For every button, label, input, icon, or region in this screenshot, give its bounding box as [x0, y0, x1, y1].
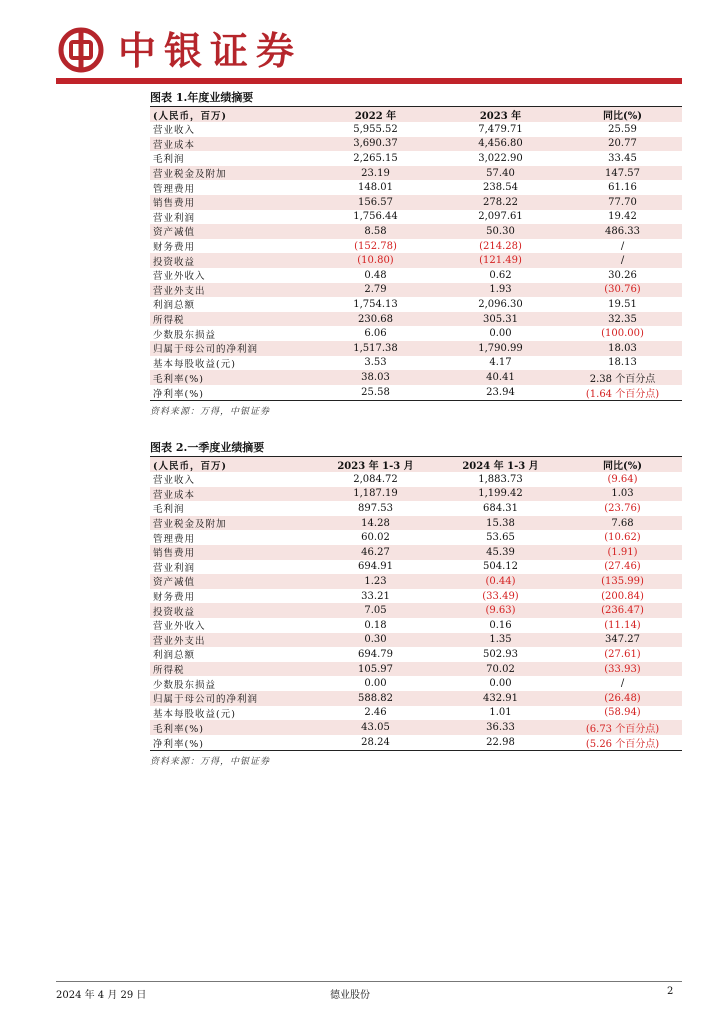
cell-col-b: 7,479.71: [478, 123, 523, 135]
quarterly-summary-table: [150, 457, 682, 750]
table-row: [150, 210, 682, 225]
table-row: [150, 720, 682, 735]
brand-name: 中银证券: [118, 28, 303, 73]
cell-col-c: 18.13: [608, 357, 637, 369]
table-row: [150, 385, 682, 400]
row-label: 少数股东损益: [153, 679, 217, 691]
cell-col-c: (26.48): [563, 691, 682, 706]
table-row: [150, 603, 682, 618]
cell-col-a: 38.03: [313, 370, 438, 385]
cell-col-c: (100.00): [601, 328, 644, 340]
cell-col-b: 23.94: [486, 387, 515, 399]
row-label: 管理费用: [153, 533, 196, 545]
cell-col-c: 147.57: [563, 166, 682, 181]
row-label: 营业外支出: [150, 633, 313, 648]
cell-col-a: 230.68: [313, 312, 438, 327]
table-row: [150, 618, 682, 633]
table-row: [150, 180, 682, 195]
cell-col-a: 156.57: [313, 195, 438, 210]
table-row: [150, 706, 682, 721]
cell-col-b: 53.65: [486, 532, 515, 544]
cell-col-c: 30.26: [608, 269, 637, 281]
row-label: 利润总额: [153, 300, 196, 312]
cell-col-c: /: [563, 253, 682, 268]
header-unit: (人民币，百万): [150, 457, 313, 472]
row-label: 归属于母公司的净利润: [150, 691, 313, 706]
row-label: 净利率(%): [153, 738, 204, 750]
row-label: 营业外收入: [153, 621, 206, 633]
cell-col-a: 3.53: [364, 357, 387, 369]
cell-col-b: (33.49): [482, 590, 519, 602]
row-label: 营业利润: [153, 562, 196, 574]
row-label: 营业税金及附加: [150, 166, 313, 181]
cell-col-a: 694.91: [358, 561, 393, 573]
cell-col-b: 2,097.61: [478, 211, 523, 223]
table-row: [150, 647, 682, 662]
row-label: 基本每股收益(元): [153, 358, 236, 370]
table-row: [150, 530, 682, 545]
cell-col-c: (27.61): [604, 648, 641, 660]
cell-col-a: 1,187.19: [313, 487, 438, 502]
table-row: [150, 676, 682, 691]
header-col-a: 2023 年 1-3 月: [313, 457, 438, 472]
cell-col-a: 28.24: [361, 737, 390, 749]
table-row: [150, 574, 682, 589]
cell-col-c: /: [620, 678, 625, 690]
cell-col-c: (5.26 个百分点): [585, 739, 660, 751]
footer-date: 2024 年 4 月 29 日: [56, 990, 147, 1001]
cell-col-c: (200.84): [601, 590, 644, 602]
cell-col-b: 0.16: [489, 619, 512, 631]
cell-col-b: (9.63): [438, 603, 563, 618]
cell-col-a: 694.79: [358, 648, 393, 660]
row-label: 投资收益: [150, 603, 313, 618]
row-label: 资产减值: [150, 224, 313, 239]
cell-col-a: 3,690.37: [313, 137, 438, 152]
cell-col-b: 3,022.90: [478, 152, 523, 164]
row-label: 所得税: [150, 312, 313, 327]
cell-col-a: 148.01: [358, 182, 393, 194]
cell-col-a: 46.27: [313, 545, 438, 560]
row-label: 利润总额: [153, 650, 196, 662]
cell-col-b: 57.40: [438, 166, 563, 181]
table-row: [150, 253, 682, 268]
cell-col-c: 347.27: [563, 633, 682, 648]
row-label: 管理费用: [153, 183, 196, 195]
cell-col-c: 77.70: [563, 195, 682, 210]
table-row: [150, 545, 682, 560]
table-row: [150, 137, 682, 152]
row-label: 归属于母公司的净利润: [150, 341, 313, 356]
table-row: [150, 239, 682, 254]
cell-col-c: 19.42: [608, 211, 637, 223]
cell-col-c: (30.76): [563, 283, 682, 298]
table-row: [150, 195, 682, 210]
table-row: [150, 297, 682, 312]
cell-col-a: 33.21: [361, 590, 390, 602]
cell-col-b: 4,456.80: [438, 137, 563, 152]
cell-col-b: 278.22: [438, 195, 563, 210]
table2-source: 资料来源：万得，中银证券: [150, 757, 271, 768]
cell-col-c: 1.03: [563, 487, 682, 502]
header-col-a: 2022 年: [313, 107, 438, 122]
table-row: [150, 516, 682, 531]
annual-summary-table: [150, 107, 682, 400]
cell-col-c: (9.64): [607, 473, 638, 485]
cell-col-a: 2,084.72: [353, 473, 398, 485]
cell-col-b: 22.98: [486, 737, 515, 749]
cell-col-c: (33.93): [563, 662, 682, 677]
table1-source: 资料来源：万得，中银证券: [150, 407, 271, 418]
table-row: [150, 662, 682, 677]
row-label: 基本每股收益(元): [153, 708, 236, 720]
footer-company: 德业股份: [330, 990, 370, 1001]
cell-col-c: 2.38 个百分点: [563, 370, 682, 385]
cell-col-b: 1.01: [489, 707, 512, 719]
cell-col-c: (58.94): [604, 707, 641, 719]
row-label: 所得税: [150, 662, 313, 677]
cell-col-b: 432.91: [438, 691, 563, 706]
table-row: [150, 283, 682, 298]
row-label: 营业外支出: [150, 283, 313, 298]
table-row: [150, 560, 682, 575]
row-label: 投资收益: [150, 253, 313, 268]
table-row: [150, 326, 682, 341]
page-number: 2: [667, 986, 674, 997]
cell-col-b: 2,096.30: [478, 298, 523, 310]
table2-wrap: [150, 456, 682, 751]
cell-col-c: (10.62): [604, 532, 641, 544]
cell-col-c: (1.91): [563, 545, 682, 560]
table-row: [150, 341, 682, 356]
header-col-c: 同比(%): [563, 107, 682, 122]
cell-col-c: /: [620, 240, 625, 252]
cell-col-a: 1,517.38: [313, 341, 438, 356]
cell-col-a: 8.58: [313, 224, 438, 239]
row-label: 毛利润: [153, 504, 185, 516]
table-row: [150, 166, 682, 181]
cell-col-c: 25.59: [608, 123, 637, 135]
header-col-b: 2024 年 1-3 月: [438, 457, 563, 472]
cell-col-a: 1,756.44: [353, 211, 398, 223]
cell-col-c: 7.68: [563, 516, 682, 531]
row-label: 销售费用: [150, 195, 313, 210]
annual-summary-section: [150, 90, 682, 417]
cell-col-a: 105.97: [313, 662, 438, 677]
cell-col-a: 1,754.13: [353, 298, 398, 310]
table-header-row: [150, 107, 682, 122]
cell-col-a: 7.05: [313, 603, 438, 618]
cell-col-b: 1.93: [438, 283, 563, 298]
cell-col-c: (23.76): [604, 502, 641, 514]
cell-col-c: (135.99): [563, 574, 682, 589]
table-row: [150, 633, 682, 648]
header-col-b: 2023 年: [438, 107, 563, 122]
row-label: 营业成本: [150, 487, 313, 502]
table-row: [150, 151, 682, 166]
row-label: 营业成本: [150, 137, 313, 152]
cell-col-b: 15.38: [438, 516, 563, 531]
cell-col-b: 50.30: [438, 224, 563, 239]
footer-divider: [56, 981, 682, 982]
table2-title: 图表 2.一季度业绩摘要: [150, 441, 265, 454]
row-label: 毛利率(%): [150, 720, 313, 735]
row-label: 营业收入: [153, 475, 196, 487]
cell-col-b: (0.44): [438, 574, 563, 589]
table-row: [150, 691, 682, 706]
row-label: 营业收入: [153, 125, 196, 137]
table1-wrap: [150, 106, 682, 401]
cell-col-a: 6.06: [364, 328, 387, 340]
table-row: [150, 501, 682, 516]
cell-col-b: 36.33: [438, 720, 563, 735]
cell-col-a: 897.53: [358, 502, 393, 514]
cell-col-a: 23.19: [313, 166, 438, 181]
table-row: [150, 312, 682, 327]
row-label: 营业税金及附加: [150, 516, 313, 531]
header-col-c: 同比(%): [563, 457, 682, 472]
cell-col-c: 18.03: [563, 341, 682, 356]
cell-col-b: 0.00: [489, 328, 512, 340]
table-row: [150, 224, 682, 239]
row-label: 财务费用: [153, 592, 196, 604]
page-header: [0, 0, 724, 84]
cell-col-c: (6.73 个百分点): [563, 720, 682, 735]
row-label: 销售费用: [150, 545, 313, 560]
cell-col-b: 1.35: [438, 633, 563, 648]
cell-col-a: 0.00: [364, 678, 387, 690]
row-label: 毛利率(%): [150, 370, 313, 385]
cell-col-c: 19.51: [608, 298, 637, 310]
cell-col-a: 0.48: [364, 269, 387, 281]
cell-col-a: 2,265.15: [353, 152, 398, 164]
cell-col-a: 0.30: [313, 633, 438, 648]
row-label: 营业利润: [153, 212, 196, 224]
table-row: [150, 472, 682, 487]
table-row: [150, 589, 682, 604]
quarterly-summary-section: [150, 440, 682, 767]
cell-col-c: (236.47): [563, 603, 682, 618]
cell-col-b: 1,883.73: [478, 473, 523, 485]
row-label: 毛利润: [153, 154, 185, 166]
cell-col-b: (121.49): [438, 253, 563, 268]
cell-col-a: 588.82: [313, 691, 438, 706]
cell-col-a: 2.79: [313, 283, 438, 298]
table-row: [150, 356, 682, 371]
row-label: 营业外收入: [153, 271, 206, 283]
cell-col-b: 70.02: [438, 662, 563, 677]
row-label: 资产减值: [150, 574, 313, 589]
cell-col-a: 1.23: [313, 574, 438, 589]
cell-col-b: 45.39: [438, 545, 563, 560]
row-label: 财务费用: [153, 242, 196, 254]
cell-col-b: 1,790.99: [438, 341, 563, 356]
cell-col-b: 4.17: [489, 357, 512, 369]
cell-col-a: 2.46: [364, 707, 387, 719]
cell-col-c: (27.46): [604, 561, 641, 573]
cell-col-a: 25.58: [361, 387, 390, 399]
cell-col-c: 20.77: [563, 137, 682, 152]
row-label: 少数股东损益: [153, 329, 217, 341]
cell-col-a: 14.28: [313, 516, 438, 531]
cell-col-b: 305.31: [438, 312, 563, 327]
cell-col-a: (10.80): [313, 253, 438, 268]
boc-logo-icon: [58, 27, 104, 73]
cell-col-b: 504.12: [483, 561, 518, 573]
row-label: 净利率(%): [153, 388, 204, 400]
header-red-bar: [56, 78, 682, 84]
cell-col-c: 33.45: [608, 152, 637, 164]
cell-col-c: 486.33: [563, 224, 682, 239]
cell-col-b: (214.28): [479, 240, 522, 252]
table-row: [150, 735, 682, 750]
cell-col-c: 61.16: [608, 182, 637, 194]
cell-col-c: (11.14): [604, 619, 641, 631]
cell-col-c: (1.64 个百分点): [585, 389, 660, 401]
table1-title: 图表 1.年度业绩摘要: [150, 91, 254, 104]
cell-col-c: 32.35: [563, 312, 682, 327]
cell-col-b: 0.00: [489, 678, 512, 690]
cell-col-b: 684.31: [483, 502, 518, 514]
cell-col-a: (152.78): [354, 240, 397, 252]
cell-col-b: 238.54: [483, 182, 518, 194]
header-unit: (人民币，百万): [150, 107, 313, 122]
cell-col-a: 43.05: [313, 720, 438, 735]
cell-col-a: 5,955.52: [353, 123, 398, 135]
table-row: [150, 122, 682, 137]
table-row: [150, 370, 682, 385]
cell-col-a: 60.02: [361, 532, 390, 544]
table-row: [150, 487, 682, 502]
cell-col-b: 502.93: [483, 648, 518, 660]
cell-col-b: 40.41: [438, 370, 563, 385]
cell-col-b: 0.62: [489, 269, 512, 281]
table-header-row: [150, 457, 682, 472]
table-row: [150, 268, 682, 283]
cell-col-a: 0.18: [364, 619, 387, 631]
cell-col-b: 1,199.42: [438, 487, 563, 502]
